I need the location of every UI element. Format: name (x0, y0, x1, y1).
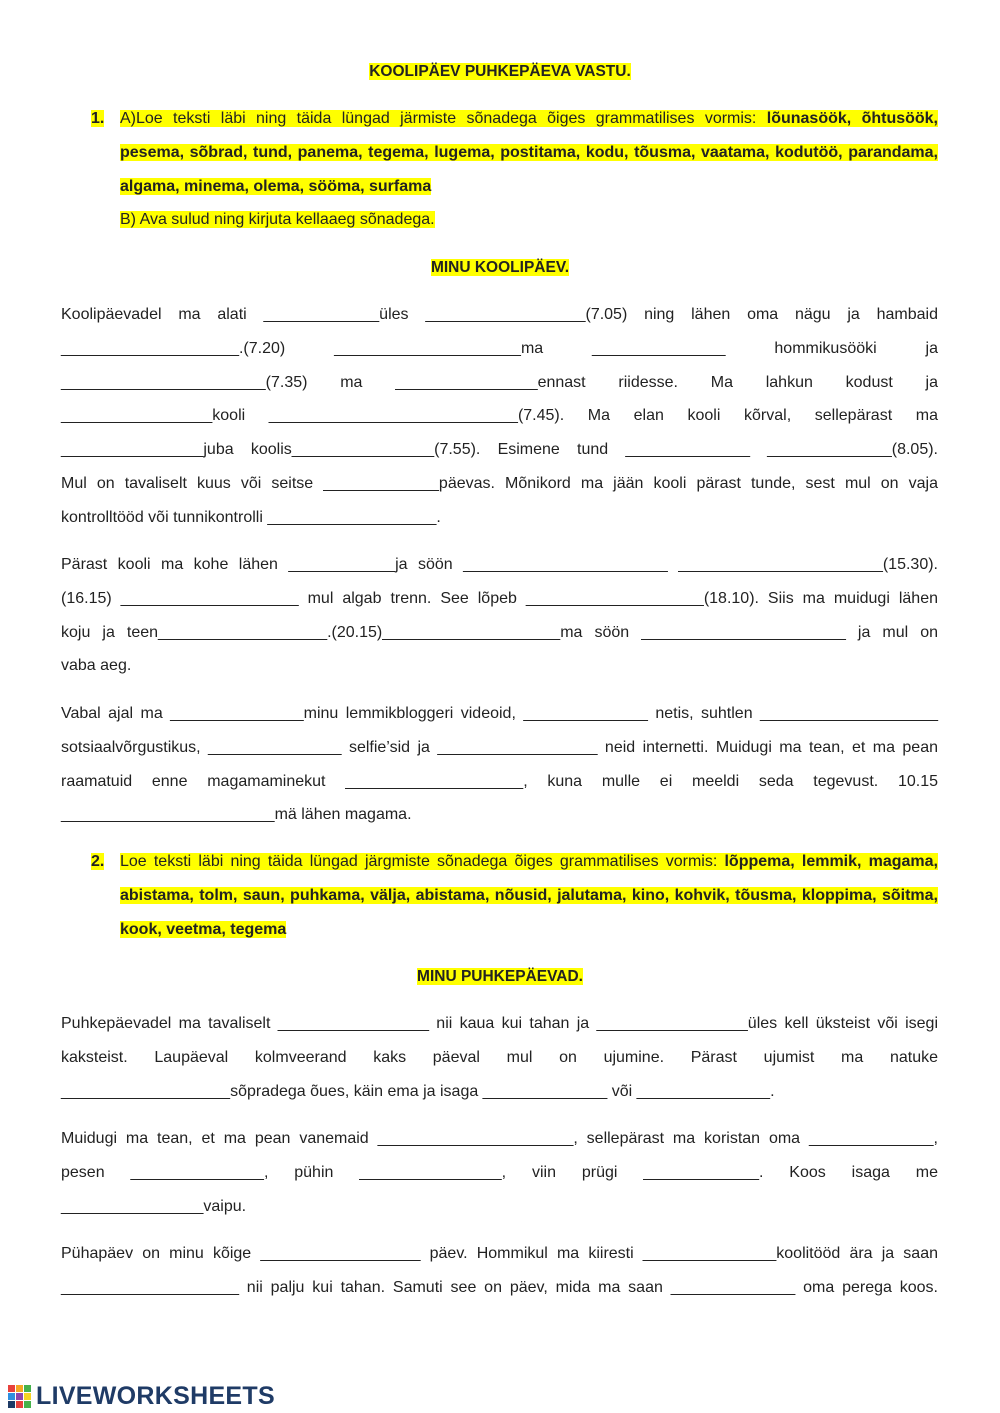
task2-instruction-line-2: abistama, tolm, saun, puhkama, välja, abistama, nõusid, jalutama, kino, kohvik, tõusma, kloppima, sõitma, (120, 887, 938, 904)
s1-p2-line-1: Pärast kooli ma kohe lähen ____________ja söön _______________________ _______________________(15.30). (61, 556, 938, 573)
s2-p1-line-2: kaksteist. Laupäeval kolmveerand kaks päeval mul on ujumine. Pärast ujumist ma natuke (61, 1049, 938, 1066)
section2-title: MINU PUHKEPÄEVAD. (417, 968, 583, 985)
page-title: KOOLIPÄEV PUHKEPÄEVA VASTU. (369, 63, 631, 80)
liveworksheets-blocks-icon (8, 1385, 31, 1408)
s1-p1-line-3: _______________________(7.35) ma ________________ennast riidesse. Ma lahkun kodust ja (61, 374, 938, 391)
s1-p1-line-5: ________________juba koolis________________(7.55). Esimene tund ______________ ______________(8.05). (61, 441, 938, 458)
liveworksheets-logo[interactable] (8, 1381, 275, 1411)
s1-p1-line-1: Koolipäevadel ma alati _____________üles __________________(7.05) ning lähen oma nägu ja hambaid (61, 306, 938, 323)
s1-p3-line-4: ________________________mä lähen magama. (61, 806, 412, 823)
s1-p2-line-4: vaba aeg. (61, 657, 132, 674)
s2-p3-line-2: ____________________ nii palju kui tahan. Samuti see on päev, mida ma saan ______________ oma perega koos. (61, 1279, 938, 1296)
s2-p2-line-3: ________________vaipu. (61, 1198, 247, 1215)
logo-text: LIVEWORKSHEETS (36, 1381, 275, 1410)
task1-number: 1. (91, 110, 105, 127)
s1-p1-line-7: kontrolltööd või tunnikontrolli ___________________. (61, 509, 441, 526)
task2-instruction-line-1: Loe teksti läbi ning täida lüngad järgmiste sõnadega õiges grammatilises vormis: lõppema, lemmik, magama, (120, 853, 939, 870)
s2-p1-line-1: Puhkepäevadel ma tavaliselt _________________ nii kaua kui tahan ja _________________üles kell üksteist või isegi (61, 1015, 938, 1032)
task2-number: 2. (91, 853, 105, 870)
s1-p1-line-4: _________________kooli ____________________________(7.45). Ma elan kooli kõrval, sellepärast ma (61, 407, 938, 424)
s1-p3-line-1: Vabal ajal ma _______________minu lemmikbloggeri videoid, ______________ netis, suhtlen ____________________ (61, 705, 938, 722)
task2-instruction-line-3: kook, veetma, tegema (120, 921, 287, 938)
s2-p3-line-1: Pühapäev on minu kõige __________________ päev. Hommikul ma kiiresti _______________koolitööd ära ja saan (61, 1245, 938, 1262)
s2-p2-line-1: Muidugi ma tean, et ma pean vanemaid ______________________, sellepärast ma koristan oma ______________, (61, 1130, 938, 1147)
s2-p1-line-3: ___________________sõpradega õues, käin ema ja isaga ______________ või _______________. (61, 1083, 775, 1100)
s1-p2-line-3: koju ja teen___________________.(20.15)____________________ma söön _______________________ ja mul on (61, 624, 938, 641)
s1-p1-line-2: ____________________.(7.20) _____________________ma _______________ hommikusööki ja (61, 340, 938, 357)
section1-title: MINU KOOLIPÄEV. (430, 259, 570, 276)
s1-p2-line-2: (16.15) ____________________ mul algab trenn. See lõpeb ____________________(18.10). Siis ma muidugi lähen (61, 590, 938, 607)
task1-instruction-line-2: pesema, sõbrad, tund, panema, tegema, lugema, postitama, kodu, tõusma, vaatama, kodutöö, parandama, (120, 144, 938, 161)
s2-p2-line-2: pesen _______________, pühin ________________, viin prügi _____________. Koos isaga me (61, 1164, 938, 1181)
task1-instruction-line-3: algama, minema, olema, sööma, surfama (120, 178, 432, 195)
s1-p3-line-3: raamatuid enne magamaminekut ____________________, kuna mulle ei meeldi seda tegevust. 10.15 (61, 773, 938, 790)
s1-p1-line-6: Mul on tavaliselt kuus või seitse _____________päevas. Mõnikord ma jään kooli pärast tunde, sest mul on vaja (61, 475, 938, 492)
s1-p3-line-2: sotsiaalvõrgustikus, _______________ selfie’sid ja __________________ neid internetti. Muidugi ma tean, et ma pean (61, 739, 938, 756)
task1-instruction-line-1: A)Loe teksti läbi ning täida lüngad järmiste sõnadega õiges grammatilises vormis: lõunasöök, õhtusöök, (120, 110, 939, 127)
task1-instruction-b: B) Ava sulud ning kirjuta kellaaeg sõnadega. (120, 211, 435, 228)
